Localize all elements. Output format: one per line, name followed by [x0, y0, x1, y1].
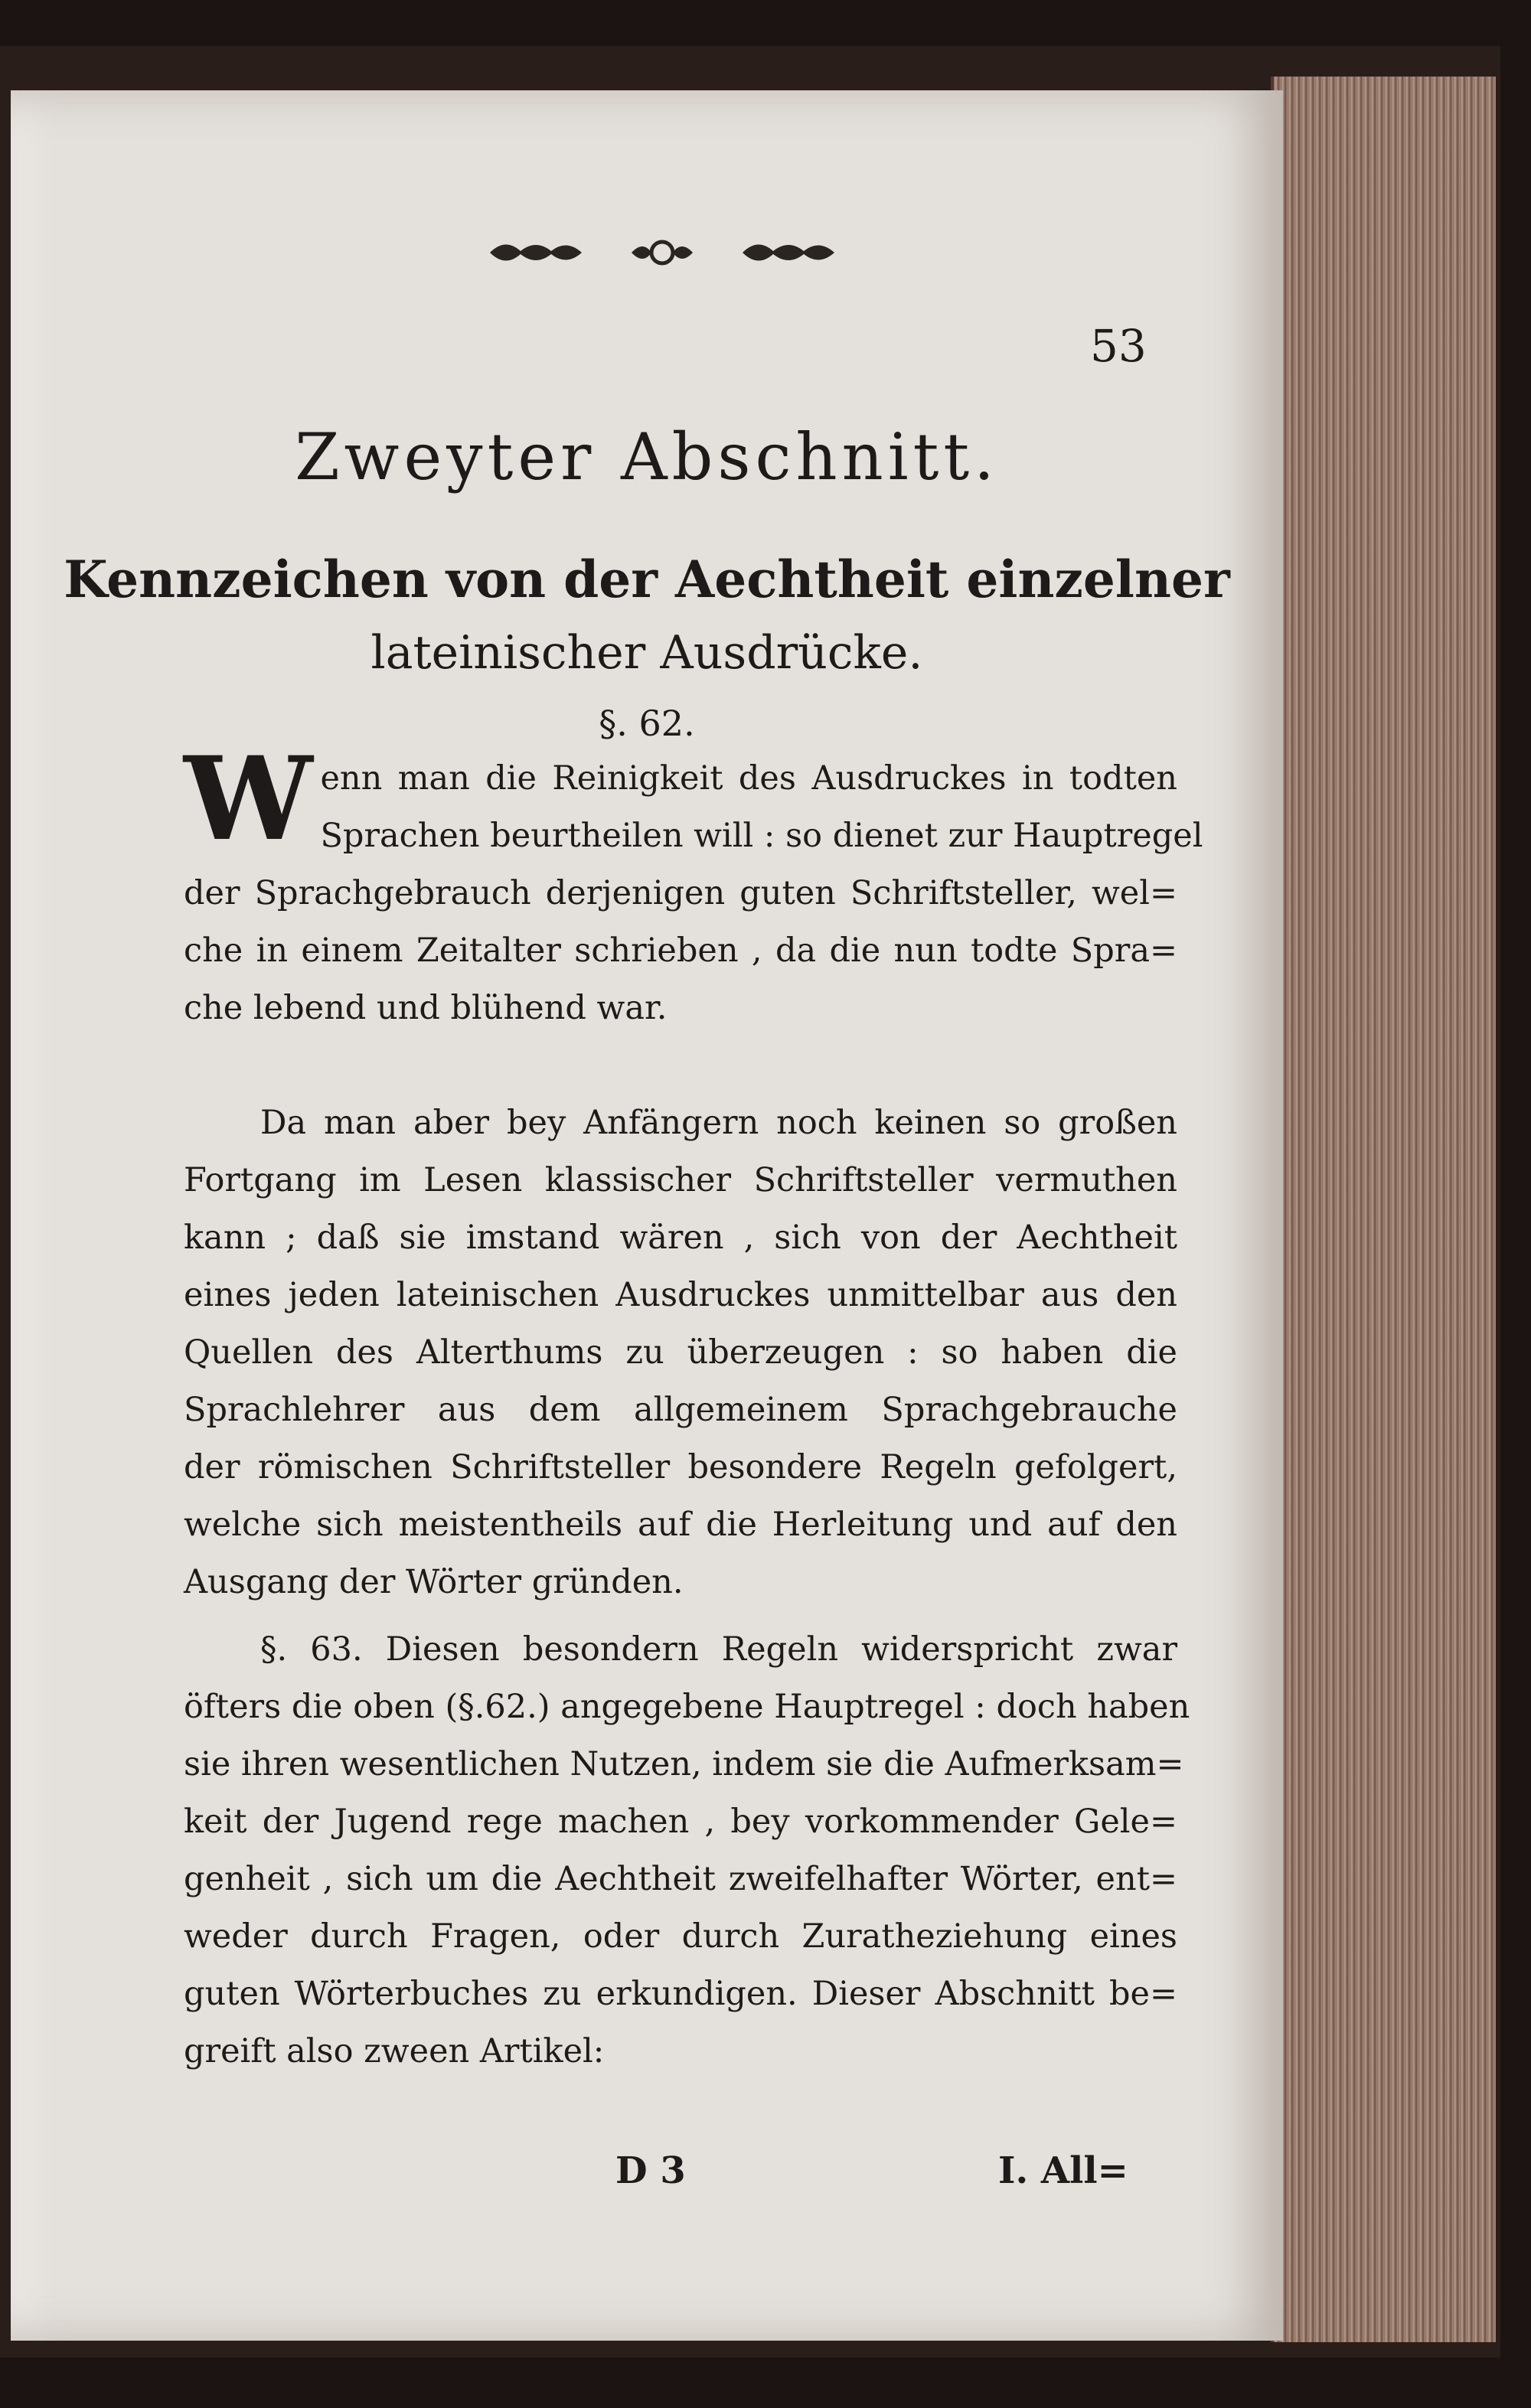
paragraph-2 — [184, 1095, 1177, 1611]
text-line: Fortgang im Lesen klassischer Schriftsteller vermuthen — [184, 1161, 1177, 1199]
text-line: sie ihren wesentlichen Nutzen, indem sie die Aufmerksam= — [184, 1745, 1184, 1783]
paragraph-3 — [184, 1621, 1190, 2080]
chapter-title-line-1: Kennzeichen von der Aechtheit einzelner — [64, 550, 1230, 609]
text-line: enn man die Reinigkeit des Ausdruckes in todten — [320, 759, 1177, 798]
text-line: §. 63. Diesen besondern Regeln widerspricht zwar — [260, 1630, 1177, 1669]
text-line: eines jeden lateinischen Ausdruckes unmittelbar aus den — [184, 1276, 1177, 1314]
section-heading: Zweyter Abschnitt. — [295, 419, 999, 494]
text-line: keit der Jugend rege machen , bey vorkommender Gele= — [184, 1803, 1177, 1841]
text-line: der römischen Schriftsteller besondere Regeln gefolgert, — [184, 1448, 1177, 1486]
text-line: Ausgang der Wörter gründen. — [184, 1563, 684, 1601]
ornamental-rule-icon — [490, 230, 834, 276]
text-line: genheit , sich um die Aechtheit zweifelhafter Wörter, ent= — [184, 1860, 1177, 1898]
catchword: I. All= — [998, 2149, 1128, 2192]
text-line: kann ; daß sie imstand wären , sich von der Aechtheit — [184, 1219, 1177, 1257]
page-number: 53 — [1090, 320, 1147, 372]
paragraph-1 — [184, 732, 1203, 1037]
text-line: der Sprachgebrauch derjenigen guten Schriftsteller, wel= — [184, 874, 1177, 912]
text-line: öfters die oben (§.62.) angegebene Hauptregel : doch haben — [184, 1688, 1190, 1726]
text-line: che in einem Zeitalter schrieben , da die nun todte Spra= — [184, 932, 1177, 970]
page-edges — [1271, 77, 1496, 2342]
text-line: guten Wörterbuches zu erkundigen. Dieser Abschnitt be= — [184, 1975, 1177, 2013]
text-line: Da man aber bey Anfängern noch keinen so großen — [260, 1104, 1177, 1142]
text-line: greift also zween Artikel: — [184, 2032, 605, 2070]
text-line: weder durch Fragen, oder durch Zuratheziehung eines — [184, 1917, 1177, 1956]
text-line: welche sich meistentheils auf die Herleitung und auf den — [184, 1506, 1177, 1544]
paragraph-number: §. 62. — [599, 703, 695, 744]
drop-cap: W — [184, 732, 313, 866]
book-page — [11, 90, 1283, 2341]
text-line: Sprachlehrer aus dem allgemeinem Sprachgebrauche — [184, 1391, 1177, 1429]
text-line: che lebend und blühend war. — [184, 989, 668, 1027]
text-line: Quellen des Alterthums zu überzeugen : so haben die — [184, 1333, 1177, 1372]
printer-signature: D 3 — [615, 2149, 686, 2192]
chapter-title-line-2: lateinischer Ausdrücke. — [371, 626, 923, 680]
text-line: Sprachen beurtheilen will : so dienet zur Hauptregel — [320, 817, 1203, 855]
